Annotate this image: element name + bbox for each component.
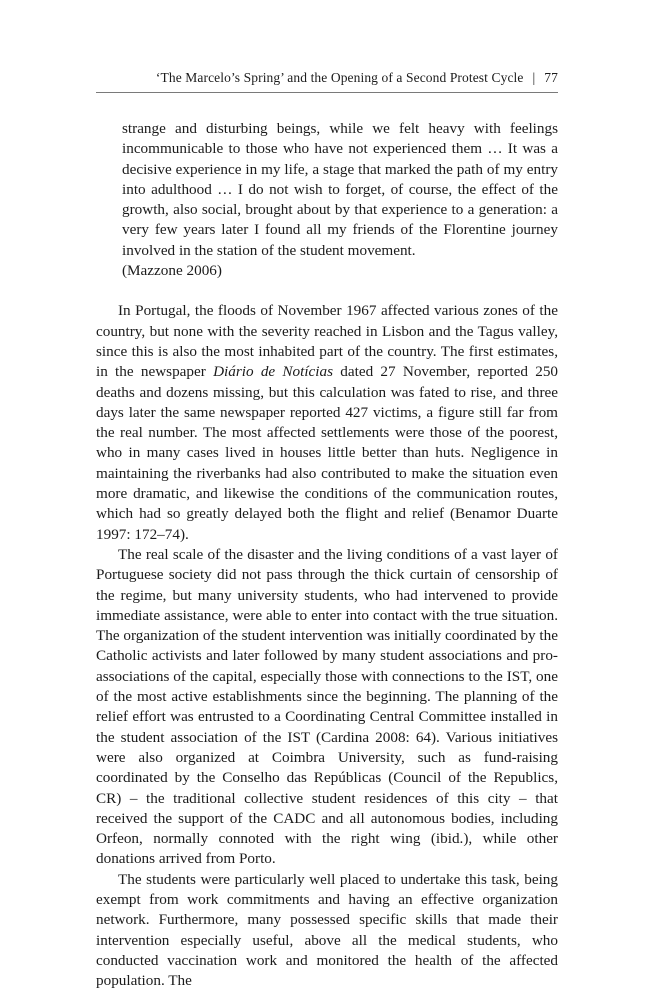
paragraph-3: The students were particularly well placed to undertake this task, being exempt from work commitments and having an effective organization network. Furthermore, many possessed specific skills that made their intervention especially useful, above all the medical students, who conducted vaccination work and monitored the health of the affected population. The [96,870,558,990]
quote-text [122,119,558,281]
newspaper-title: Diário de Notícias [213,363,334,381]
page-content [96,119,558,991]
paragraph-1-part-2: dated 27 November, reported 250 deaths and dozens missing, but this calculation was fated to rise, and three days later the same newspaper reported 427 victims, a figure still far from the real number. The most affected settlements were those of the poorest, who in many cases lived in houses little better than huts. Negligence in maintaining the riverbanks had also contributed to make the situation even more dramatic, and likewise the conditions of the communication routes, which had so greatly delayed both the flight and relief (Benamor Duarte 1997: 172–74). [96,363,559,543]
body-text [96,301,558,991]
page-number: 77 [544,70,558,85]
quote-body: strange and disturbing beings, while we felt heavy with feelings incommunicable to those who have not experienced them … It was a decisive experience in my life, a stage that marked the path of my entry into adulthood … I do not wish to forget, of course, the effect of the growth, also social, brought about by that experience to a generation: a very few years later I found all my friends of the Florentine journey involved in the station of the student movement. [122,120,558,259]
running-header [96,70,558,93]
running-title: ‘The Marcelo’s Spring’ and the Opening of a Second Protest Cycle [155,70,524,85]
header-separator: | [532,70,536,85]
block-quote [122,119,558,281]
quote-citation: (Mazzone 2006) [122,262,222,280]
paragraph-1 [96,301,558,545]
paragraph-1-part-1: In Portugal, the floods of November 1967 affected various zones of the country, but none with the severity reached in Lisbon and the Tagus valley, since this is also the most inhabited part of the country. The first estimates, in the newspaper [96,302,558,381]
paragraph-2: The real scale of the disaster and the living conditions of a vast layer of Portuguese society did not pass through the thick curtain of censorship of the regime, but many university students, who had intervened to provide immediate assistance, were able to enter into contact with the true situation. The organization of the student intervention was initially coordinated by the Catholic activists and later followed by many student associations and pro-associations of the capital, especially those with connections to the IST, one of the most active establishments since the beginning. The planning of the relief effort was entrusted to a Coordinating Central Committee installed in the student association of the IST (Cardina 2008: 64). Various initiatives were also organized at Coimbra University, such as fund-raising coordinated by the Conselho das Repúblicas (Council of the Republics, CR) – the traditional collective student residences of this city – that received the support of the CADC and all autonomous bodies, including Orfeon, normally connoted with the right wing (ibid.), while other donations arrived from Porto. [96,545,558,868]
